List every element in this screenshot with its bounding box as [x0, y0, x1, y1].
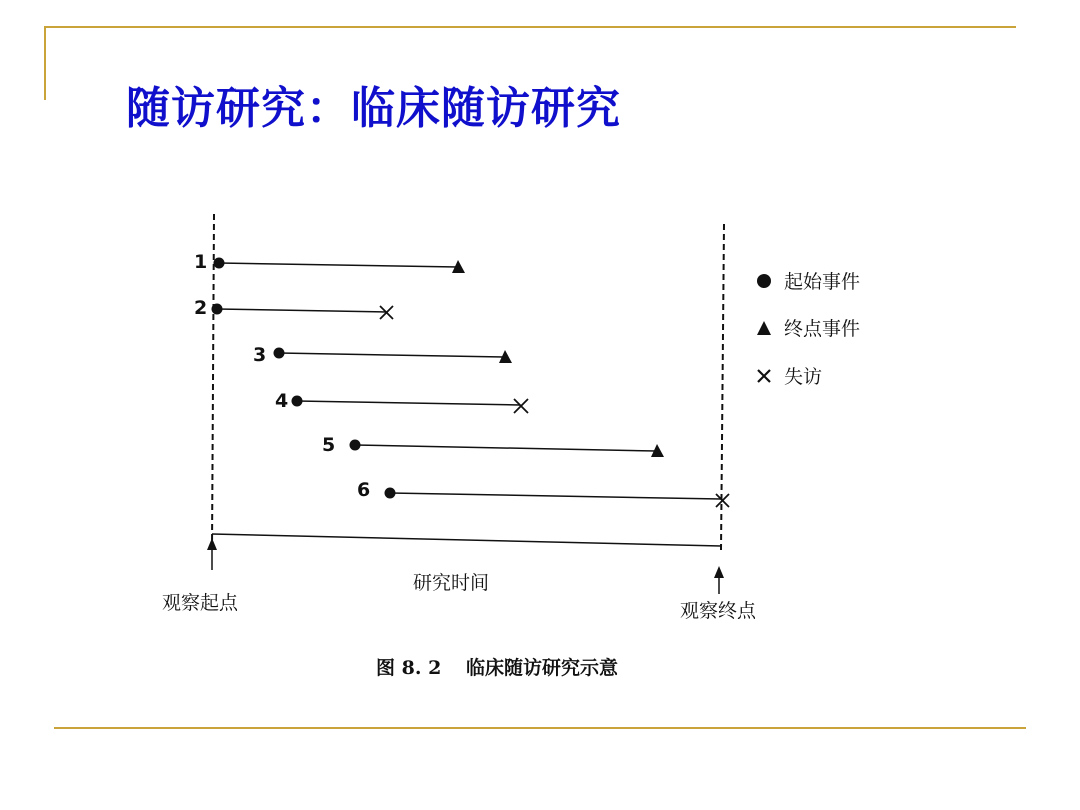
- legend-label-start-event: 起始事件: [784, 271, 861, 293]
- triangle-icon: [757, 321, 771, 335]
- start-event-dot-4: [292, 396, 303, 407]
- legend-label-end-event: 终点事件: [784, 318, 861, 340]
- follow-up-line-4: [297, 401, 520, 405]
- figure-caption-text: 临床随访研究示意: [466, 657, 619, 679]
- figure-caption-number: 图 8. 2: [376, 657, 442, 679]
- study-time-label: 研究时间: [413, 572, 490, 594]
- observation-start-label: 观察起点: [162, 592, 239, 614]
- follow-up-line-1: [219, 263, 458, 267]
- observation-end-label: 观察终点: [680, 600, 757, 622]
- subject-row-2: [194, 297, 393, 319]
- subject-row-4: [275, 390, 528, 413]
- start-event-dot-6: [385, 488, 396, 499]
- dot-icon: [757, 274, 771, 288]
- loss-to-follow-up-cross-4: [514, 399, 528, 413]
- start-event-dot-2: [212, 304, 223, 315]
- subject-row-3: [253, 344, 512, 366]
- subject-label-3: 3: [253, 344, 267, 366]
- start-event-dot-3: [274, 348, 285, 359]
- subject-label-1: 1: [194, 251, 208, 273]
- start-event-dot-1: [214, 258, 225, 269]
- loss-to-follow-up-cross-6: [716, 494, 729, 507]
- subject-label-5: 5: [322, 434, 336, 456]
- follow-up-line-2: [217, 309, 386, 312]
- subject-label-4: 4: [275, 390, 289, 412]
- subject-row-6: [357, 479, 729, 507]
- cross-icon: [758, 370, 770, 382]
- subject-row-5: [322, 434, 664, 457]
- study-time-line: [212, 534, 721, 546]
- subject-row-1: [194, 251, 465, 273]
- follow-up-line-5: [355, 445, 656, 451]
- observation-start-arrow: [207, 538, 217, 570]
- legend-label-lost: 失访: [784, 366, 823, 388]
- slide-title: 随访研究：临床随访研究: [126, 83, 621, 134]
- observation-end-arrow: [714, 566, 724, 594]
- subject-label-2: 2: [194, 297, 208, 319]
- follow-up-line-3: [279, 353, 504, 357]
- start-event-dot-5: [350, 440, 361, 451]
- legend: [757, 271, 860, 388]
- subject-label-6: 6: [357, 479, 371, 501]
- follow-up-line-6: [390, 493, 721, 499]
